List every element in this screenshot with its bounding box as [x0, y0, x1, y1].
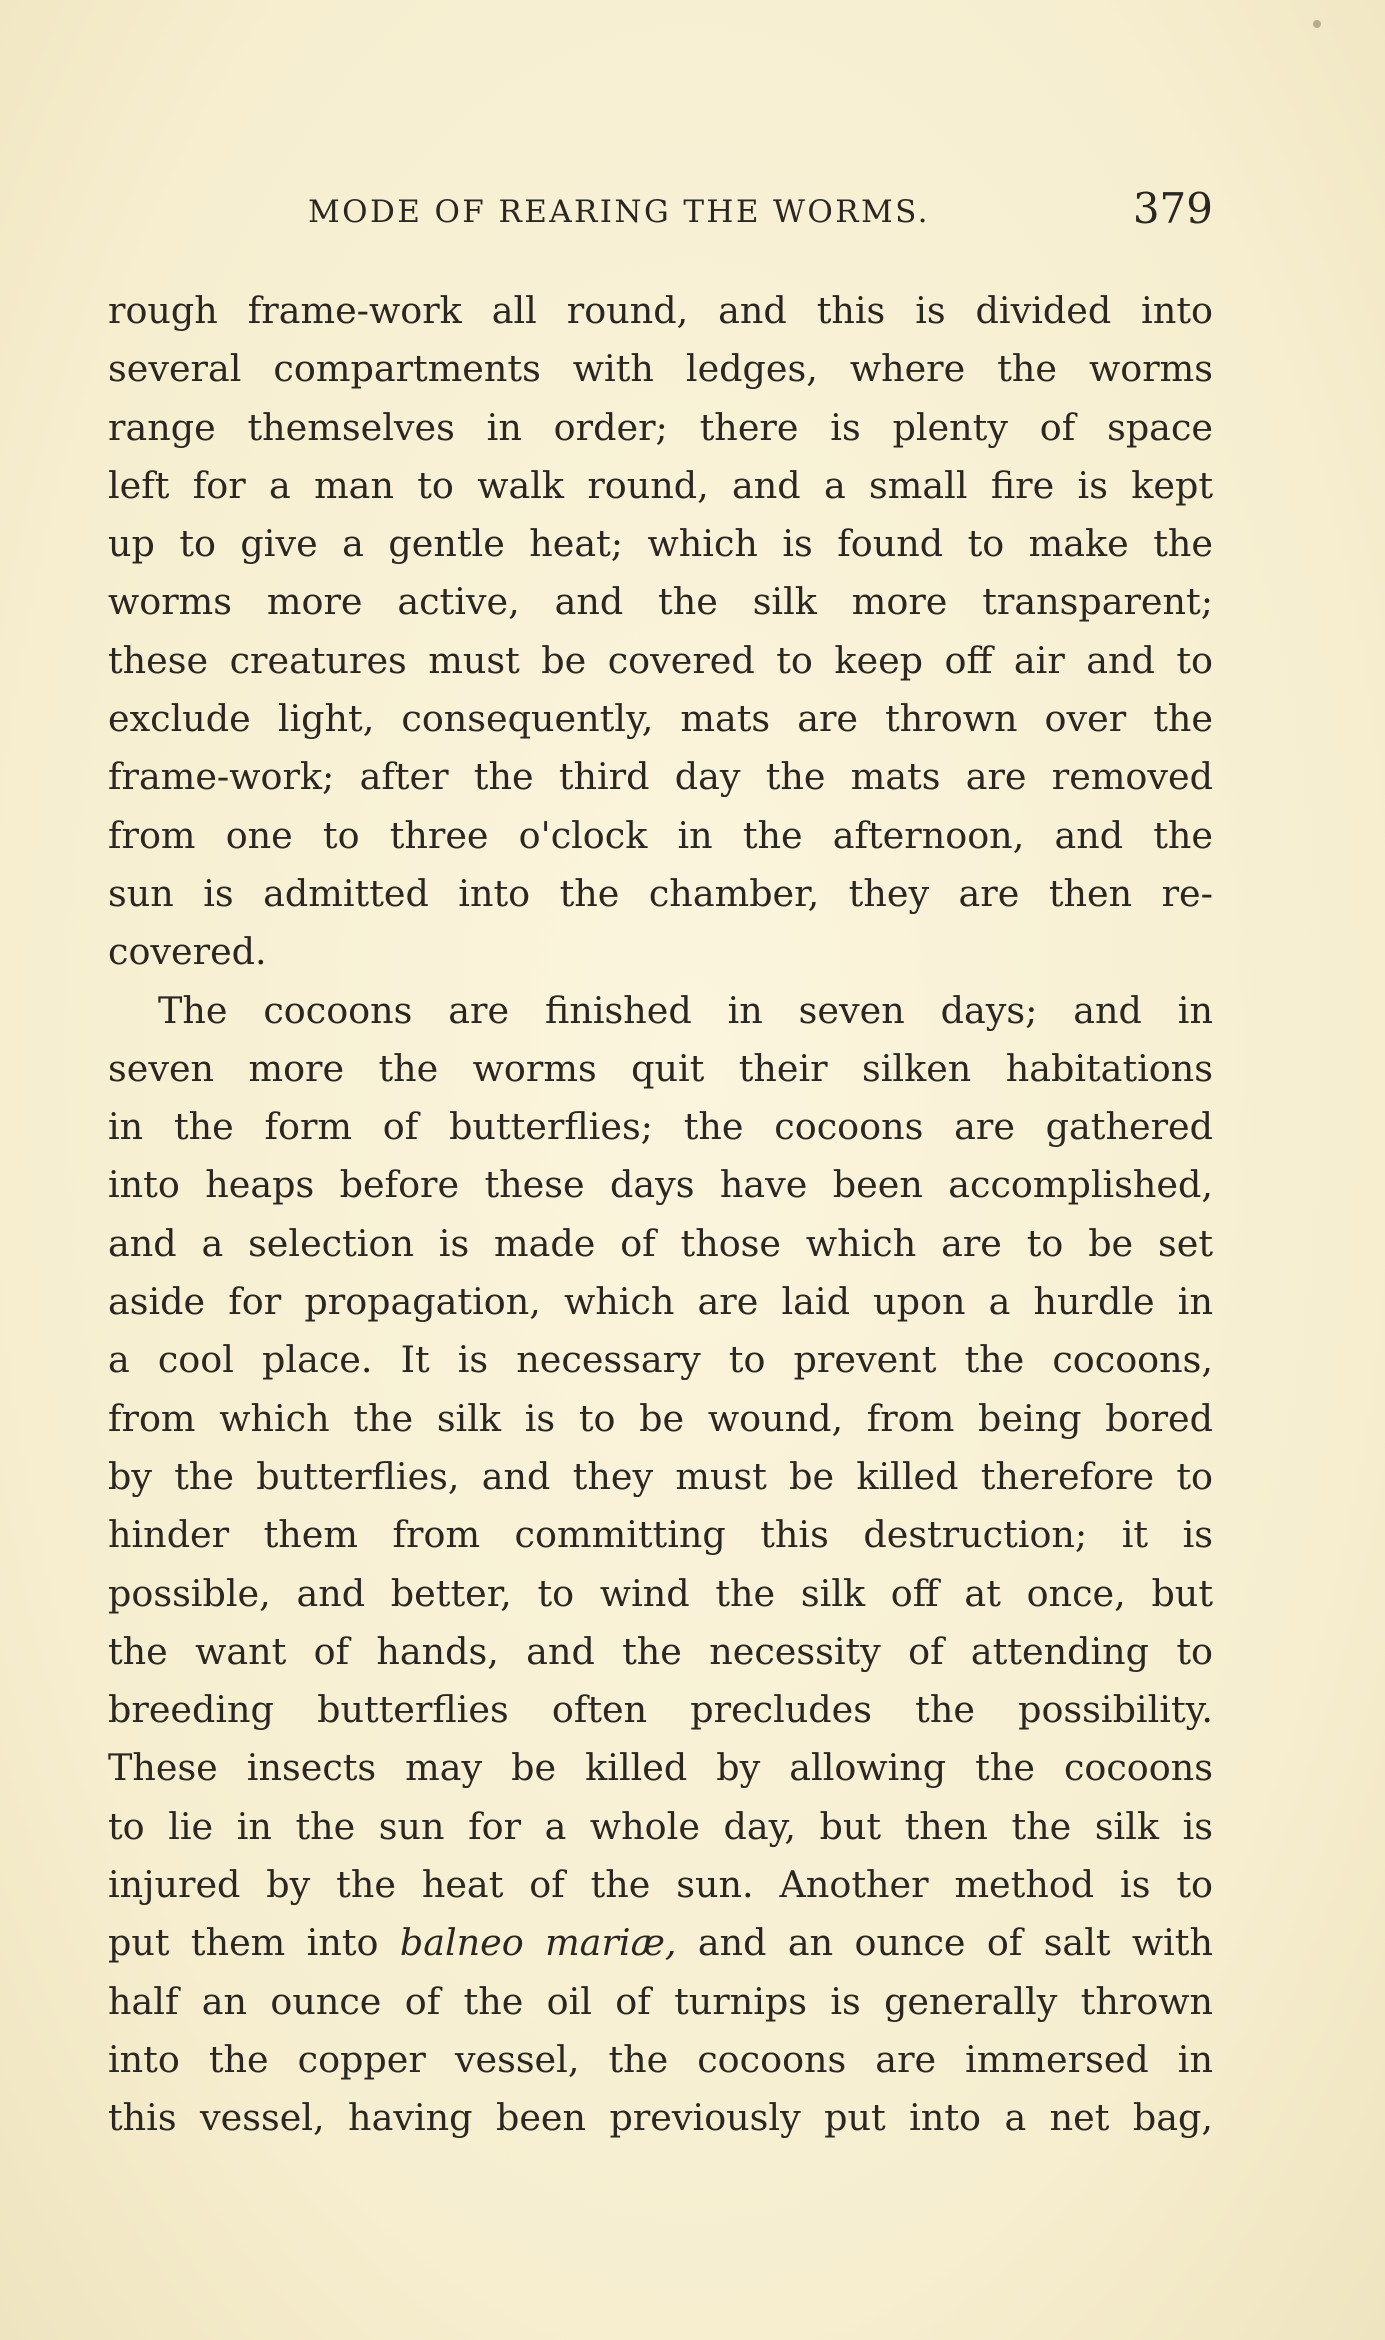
text-line: These insects may be killed by allowing the cocoons — [108, 1746, 1213, 1790]
text-line: half an ounce of the oil of turnips is generally thrown — [108, 1979, 1213, 2023]
italic-latin-phrase: balneo mariæ, — [399, 1921, 677, 1965]
text-line: frame-work; after the third day the mats are removed — [108, 755, 1213, 799]
text-line-with-italic — [108, 1914, 1213, 1972]
text-line: injured by the heat of the sun. Another method is to — [108, 1863, 1213, 1907]
text-line: a cool place. It is necessary to prevent the cocoons, — [108, 1338, 1213, 1382]
text-line: range themselves in order; there is plenty of space — [108, 405, 1213, 449]
text-line: from one to three o'clock in the afternoon, and the — [108, 813, 1213, 857]
text-line: the want of hands, and the necessity of attending to — [108, 1629, 1213, 1673]
text-line: possible, and better, to wind the silk off at once, but — [108, 1571, 1213, 1615]
paragraph-start-line: The cocoons are finished in seven days; and in — [158, 988, 1213, 1032]
running-head — [108, 182, 1213, 242]
text-line: several compartments with ledges, where the worms — [108, 347, 1213, 391]
text-line: rough frame-work all round, and this is divided into — [108, 289, 1213, 332]
text-line: by the butterflies, and they must be killed therefore to — [108, 1454, 1213, 1498]
text-line: worms more active, and the silk more transparent; — [108, 580, 1213, 624]
text-line: aside for propagation, which are laid upon a hurdle in — [108, 1280, 1213, 1324]
text-segment: and an ounce of salt with — [697, 1921, 1213, 1965]
paper-speck — [1313, 20, 1321, 28]
text-line: hinder them from committing this destruction; it is — [108, 1513, 1213, 1557]
text-line: into the copper vessel, the cocoons are immersed in — [108, 2037, 1213, 2081]
text-line: from which the silk is to be wound, from being bored — [108, 1396, 1213, 1440]
text-line: sun is admitted into the chamber, they are then re- — [108, 871, 1213, 915]
text-line: up to give a gentle heat; which is found to make the — [108, 522, 1213, 566]
text-line: left for a man to walk round, and a small fire is kept — [108, 463, 1213, 507]
text-line: in the form of butterflies; the cocoons are gathered — [108, 1105, 1213, 1149]
text-line: this vessel, having been previously put into a net bag, — [108, 2096, 1213, 2140]
text-line: exclude light, consequently, mats are thrown over the — [108, 697, 1213, 741]
text-segment: put them into — [108, 1921, 379, 1965]
text-line: seven more the worms quit their silken habitations — [108, 1046, 1213, 1090]
body-text — [108, 282, 1213, 2148]
text-line: to lie in the sun for a whole day, but then the silk is — [108, 1804, 1213, 1848]
text-line: these creatures must be covered to keep off air and to — [108, 638, 1213, 682]
running-title: MODE OF REARING THE WORMS. — [308, 194, 930, 230]
paragraph-end-line: covered. — [108, 930, 267, 974]
text-line: breeding butterflies often precludes the possibility. — [108, 1688, 1213, 1732]
page-number: 379 — [1132, 184, 1213, 233]
text-line: into heaps before these days have been accomplished, — [108, 1163, 1213, 1207]
text-line: and a selection is made of those which are to be set — [108, 1221, 1213, 1265]
